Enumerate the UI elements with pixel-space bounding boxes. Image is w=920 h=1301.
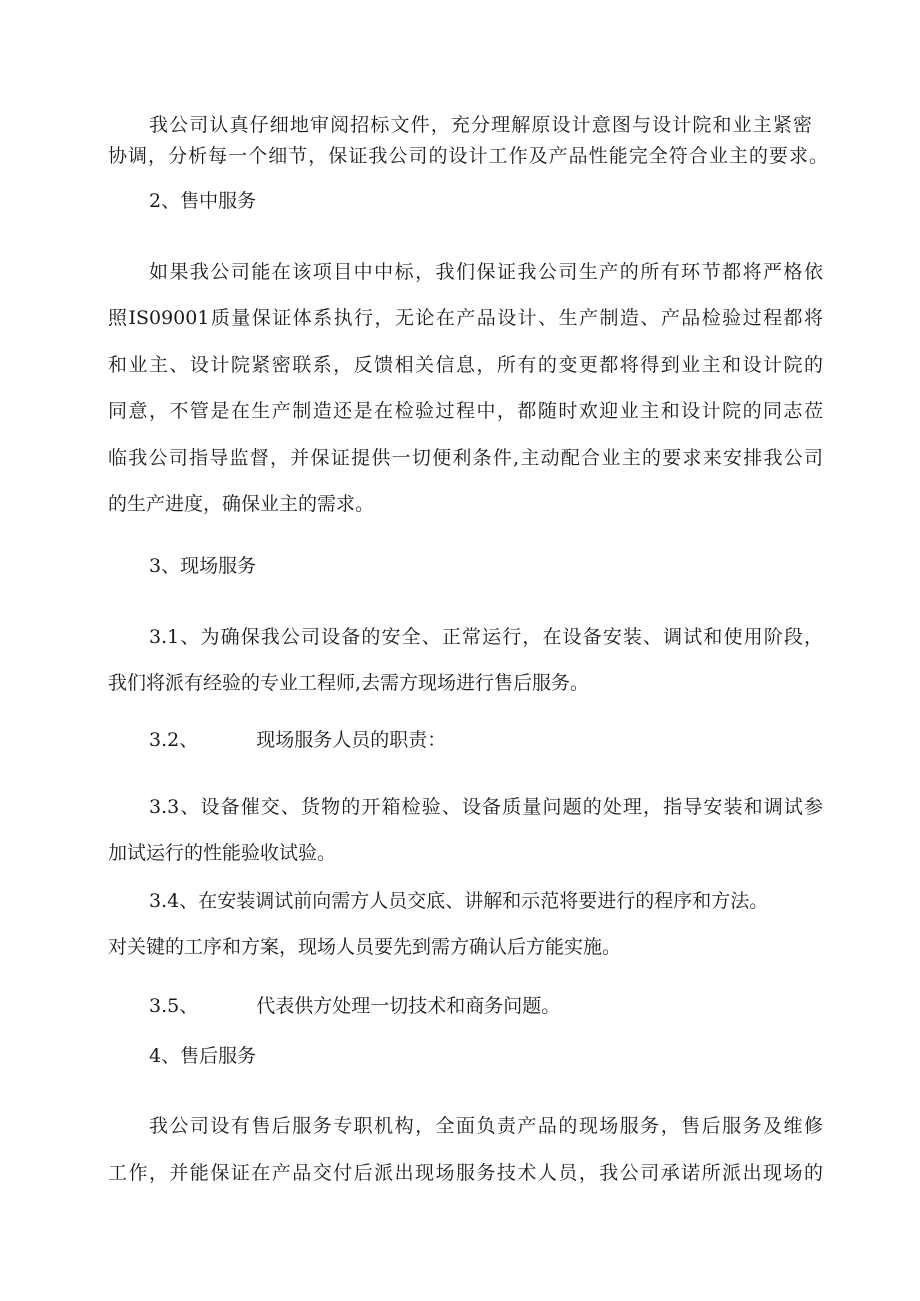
item-3-2-text: 现场服务人员的职责： bbox=[256, 729, 447, 751]
item-3-2 bbox=[149, 727, 446, 753]
item-3-1-line-1: 3.1、为确保我公司设备的安全、正常运行，在设备安装、调试和使用阶段， bbox=[149, 626, 823, 648]
intro-line-1: 我公司认真仔细地审阅招标文件，充分理解原设计意图与设计院和业主紧密 bbox=[149, 114, 812, 136]
section-2-line-1: 如果我公司能在该项目中中标，我们保证我公司生产的所有环节都将严格依 bbox=[149, 261, 823, 283]
intro-line-2: 协调，分析每一个细节，保证我公司的设计工作及产品性能完全符合业主的要求。 bbox=[108, 145, 828, 167]
item-3-2-number: 3.2、 bbox=[149, 729, 199, 751]
item-3-3-line-1: 3.3、设备催交、货物的开箱检验、设备质量问题的处理，指导安装和调试参 bbox=[149, 796, 823, 818]
section-2-line-6: 的生产进度，确保业主的需求。 bbox=[108, 493, 375, 515]
item-3-4-line-2: 对关键的工序和方案，现场人员要先到需方确认后方能实施。 bbox=[108, 936, 622, 958]
section-4-line-2: 工作，并能保证在产品交付后派出现场服务技术人员，我公司承诺所派出现场的 bbox=[108, 1162, 823, 1184]
item-3-5-number: 3.5、 bbox=[149, 995, 199, 1017]
item-3-3-line-2: 加试运行的性能验收试验。 bbox=[108, 842, 337, 864]
item-3-5 bbox=[149, 993, 560, 1019]
section-4-heading: 4、售后服务 bbox=[149, 1045, 257, 1067]
item-3-4-line-1: 3.4、在安装调试前向需方人员交底、讲解和示范将要进行的程序和方法。 bbox=[149, 890, 769, 912]
section-2-line-5: 临我公司指导监督，并保证提供一切便利条件,主动配合业主的要求来安排我公司 bbox=[108, 447, 823, 469]
item-3-5-text: 代表供方处理一切技术和商务问题。 bbox=[256, 995, 561, 1017]
item-3-1-line-2: 我们将派有经验的专业工程师,去需方现场进行售后服务。 bbox=[108, 672, 590, 694]
section-2-line-2: 照IS09001质量保证体系执行，无论在产品设计、生产制造、产品检验过程都将 bbox=[108, 307, 823, 329]
section-2-line-4: 同意，不管是在生产制造还是在检验过程中，都随时欢迎业主和设计院的同志莅 bbox=[108, 400, 823, 422]
section-4-line-1: 我公司设有售后服务专职机构，全面负责产品的现场服务，售后服务及维修 bbox=[149, 1115, 823, 1137]
section-3-heading: 3、现场服务 bbox=[149, 555, 257, 577]
section-2-line-3: 和业主、设计院紧密联系，反馈相关信息，所有的变更都将得到业主和设计院的 bbox=[108, 354, 823, 376]
section-2-heading: 2、售中服务 bbox=[149, 190, 257, 212]
